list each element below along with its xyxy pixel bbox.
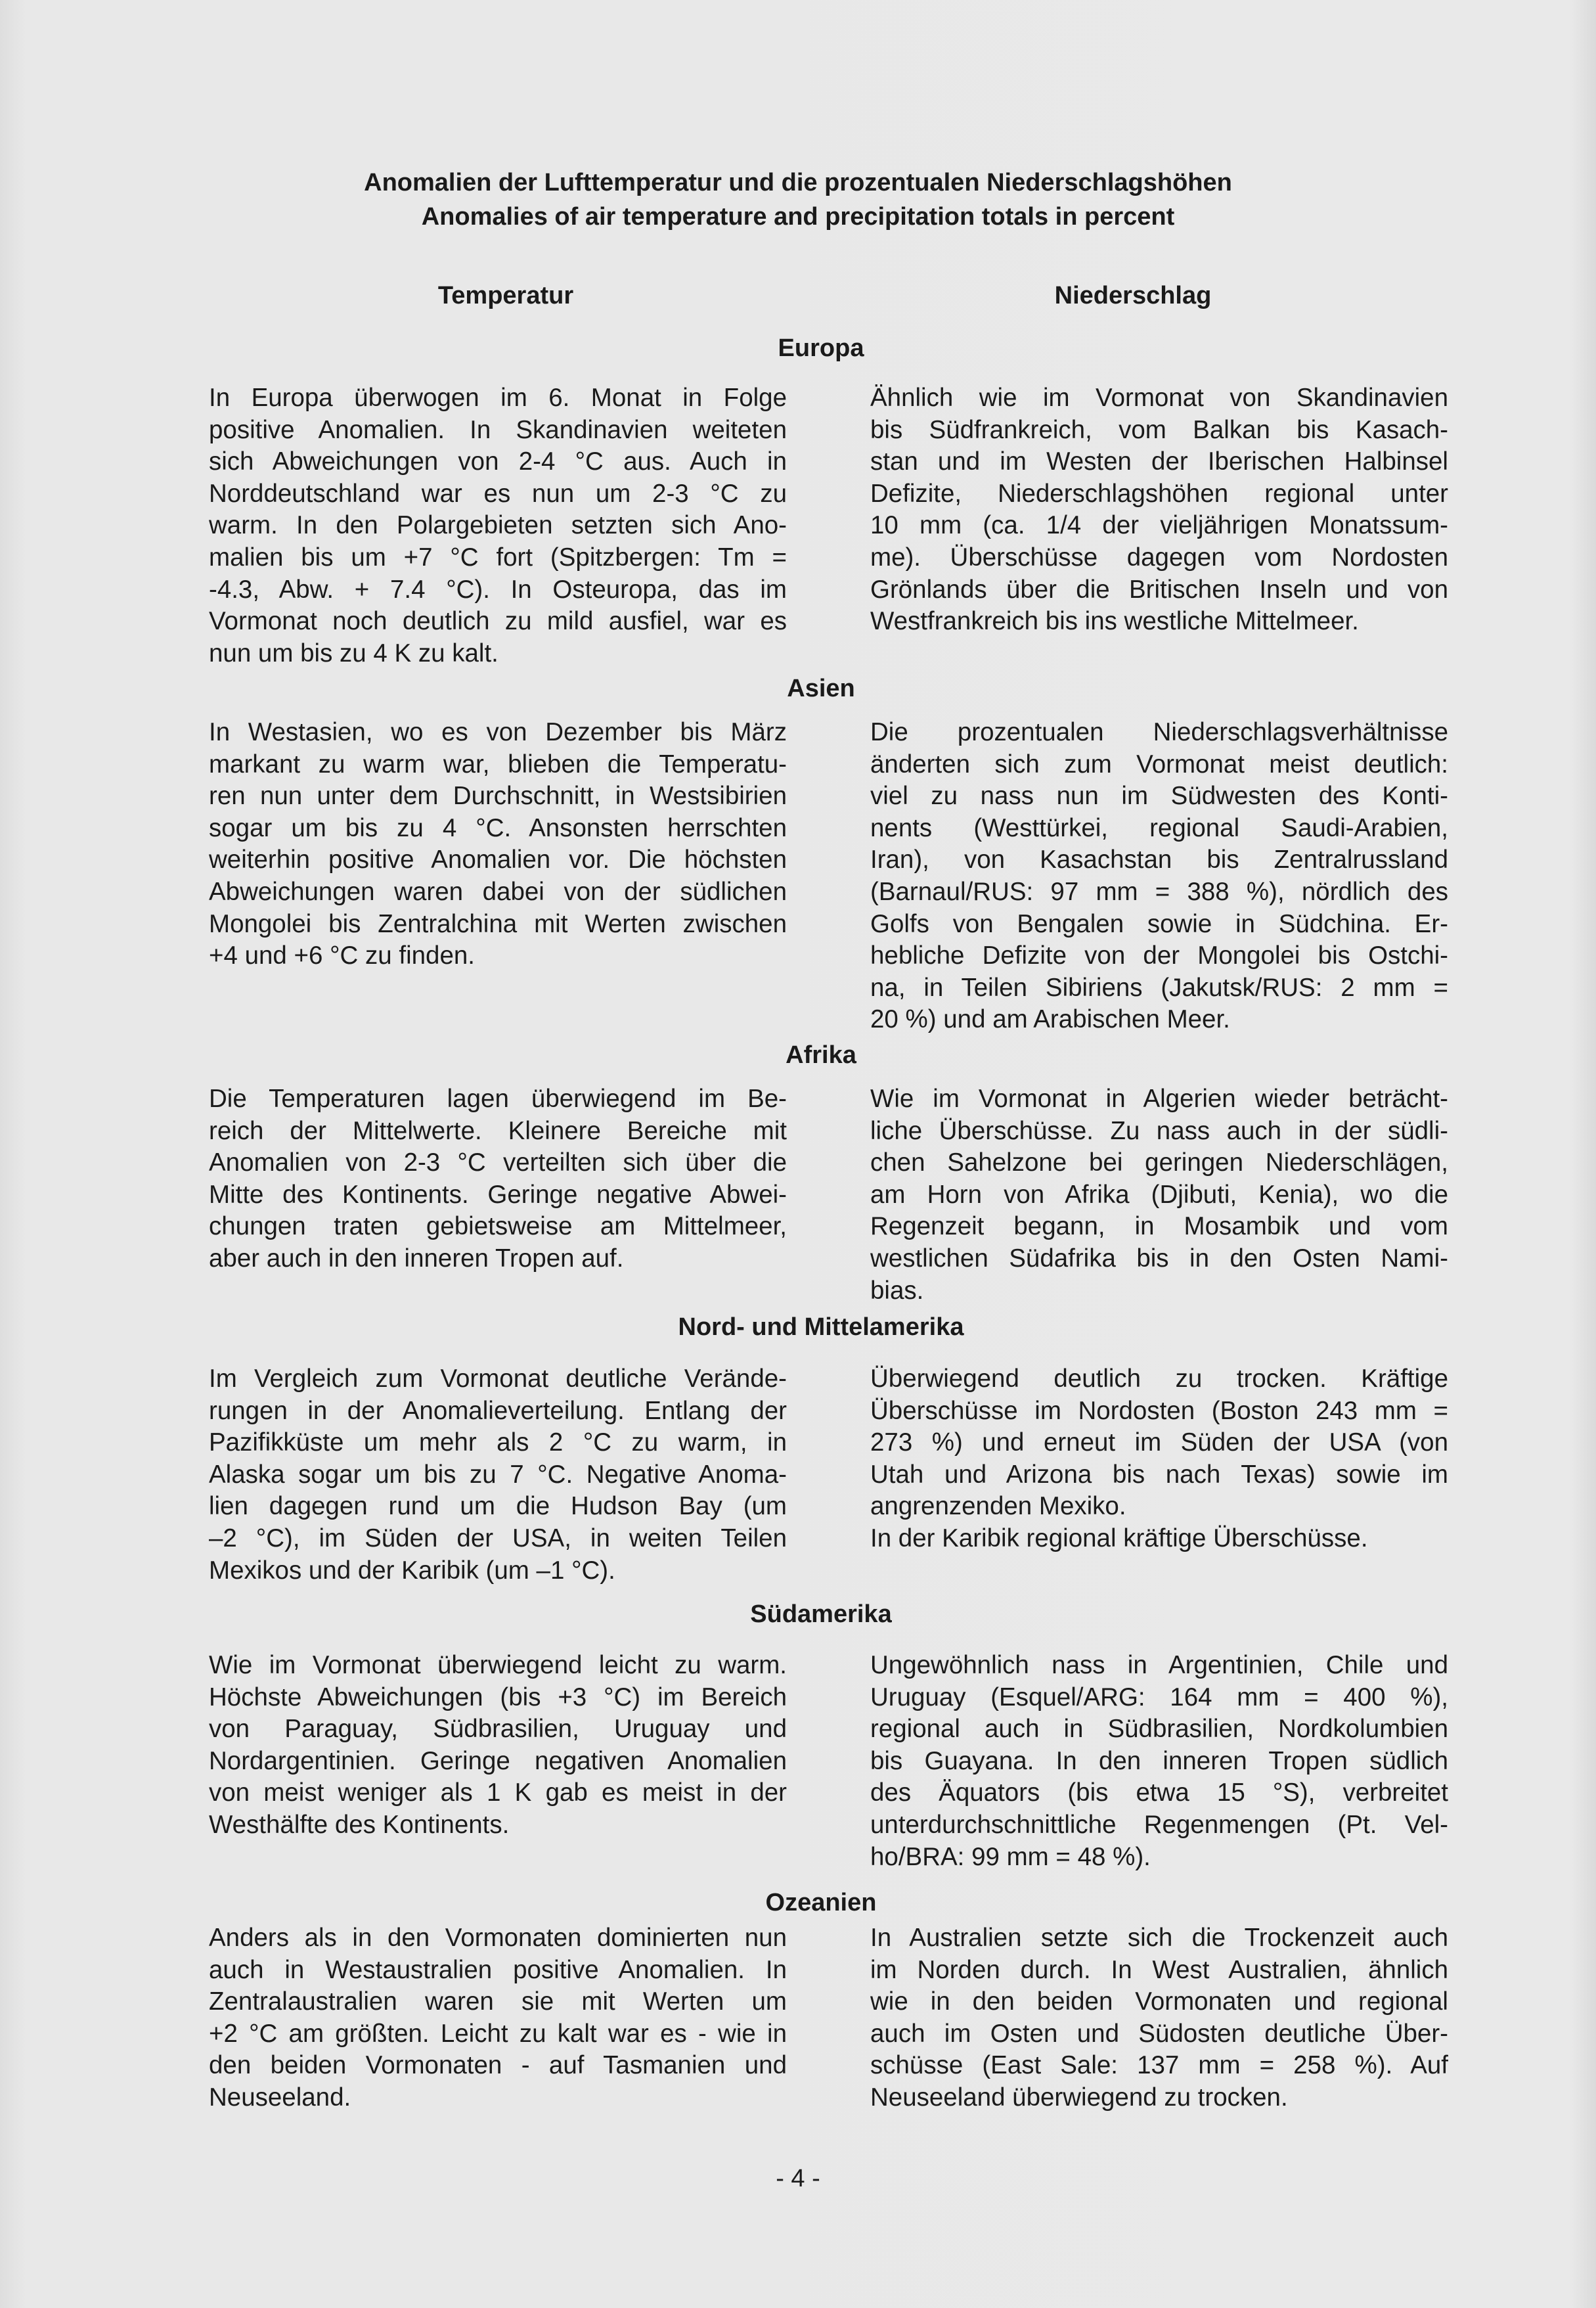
text-line: des Äquators (bis etwa 15 °S), verbreitet [870, 1778, 1448, 1807]
text-line: Pazifikküste um mehr als 2 °C zu warm, in [209, 1428, 787, 1457]
text-line: weiterhin positive Anomalien vor. Die höchsten [209, 846, 787, 874]
text-line: Abweichungen waren dabei von der südlichen [209, 877, 787, 906]
text-line: Neuseeland überwiegend zu trocken. [870, 2083, 1288, 2112]
text-line: In Europa überwogen im 6. Monat in Folge [209, 384, 787, 412]
text-line: Westhälfte des Kontinents. [209, 1810, 510, 1839]
text-line: lien dagegen rund um die Hudson Bay (um [209, 1492, 787, 1521]
text-line: (Barnaul/RUS: 97 mm = 388 %), nördlich des [870, 877, 1448, 906]
text-line: liche Überschüsse. Zu nass auch in der südli- [870, 1116, 1448, 1145]
text-line: sogar um bis zu 4 °C. Ansonsten herrschten [209, 813, 787, 842]
text-line: In Westasien, wo es von Dezember bis März [209, 718, 787, 746]
text-line: ren nun unter dem Durchschnitt, in Westsibirien [209, 782, 787, 811]
text-line: von Paraguay, Südbrasilien, Uruguay und [209, 1715, 787, 1744]
text-line: im Norden durch. In West Australien, ähnlich [870, 1955, 1448, 1984]
text-line: Regenzeit begann, in Mosambik und vom [870, 1212, 1448, 1241]
text-line: na, in Teilen Sibiriens (Jakutsk/RUS: 2 mm = [870, 973, 1448, 1002]
text-line: Anomalien von 2-3 °C verteilten sich über die [209, 1148, 787, 1177]
text-line: viel zu nass nun im Südwesten des Konti- [870, 782, 1448, 811]
text-line: aber auch in den inneren Tropen auf. [209, 1244, 624, 1273]
text-line: westlichen Südafrika bis in den Osten Nami- [870, 1244, 1448, 1273]
region-heading-afrika: Afrika [786, 1041, 856, 1069]
text-line: angrenzenden Mexiko. [870, 1492, 1126, 1521]
text-line: chen Sahelzone bei geringen Niederschlägen, [870, 1148, 1448, 1177]
text-line: Utah und Arizona bis nach Texas) sowie im [870, 1460, 1448, 1489]
text-line: Mexikos und der Karibik (um –1 °C). [209, 1556, 615, 1585]
text-line: 20 %) und am Arabischen Meer. [870, 1005, 1230, 1034]
text-line: Vormonat noch deutlich zu mild ausfiel, war es [209, 607, 787, 636]
text-line: +2 °C am größten. Leicht zu kalt war es - wie in [209, 2019, 787, 2048]
text-line: schüsse (East Sale: 137 mm = 258 %). Auf [870, 2051, 1448, 2080]
text-line: warm. In den Polargebieten setzten sich Ano- [209, 511, 787, 540]
text-line: Überwiegend deutlich zu trocken. Kräftige [870, 1365, 1448, 1393]
precipitation-text-asien [870, 717, 1448, 1036]
column-heading-precipitation: Niederschlag [1054, 282, 1212, 309]
text-line: Iran), von Kasachstan bis Zentralrussland [870, 846, 1448, 874]
text-line: Westfrankreich bis ins westliche Mittelmeer. [870, 607, 1359, 636]
text-line: reich der Mittelwerte. Kleinere Bereiche mit [209, 1116, 787, 1145]
text-line: markant zu warm war, blieben die Temperatu- [209, 750, 787, 779]
text-line: Höchste Abweichungen (bis +3 °C) im Bereich [209, 1683, 787, 1711]
text-line: Die Temperaturen lagen überwiegend im Be- [209, 1085, 787, 1113]
text-line: Grönlands über die Britischen Inseln und von [870, 575, 1448, 604]
text-line: Überschüsse im Nordosten (Boston 243 mm = [870, 1396, 1448, 1425]
title-german: Anomalien der Lufttemperatur und die prozentualen Niederschlagshöhen [364, 169, 1232, 196]
region-heading-suedamerika: Südamerika [750, 1600, 892, 1628]
temperature-text-europa [209, 382, 787, 669]
text-line: In Australien setzte sich die Trockenzeit auch [870, 1924, 1448, 1952]
text-line: Im Vergleich zum Vormonat deutliche Verände- [209, 1365, 787, 1393]
text-line: Wie im Vormonat überwiegend leicht zu warm. [209, 1651, 787, 1679]
title-english: Anomalies of air temperature and precipitation totals in percent [421, 203, 1175, 231]
text-line: Die prozentualen Niederschlagsverhältnisse [870, 718, 1448, 746]
region-heading-europa: Europa [778, 334, 864, 362]
text-line: malien bis um +7 °C fort (Spitzbergen: Tm = [209, 543, 787, 572]
precipitation-text-afrika [870, 1083, 1448, 1307]
precipitation-text-suedamerika [870, 1650, 1448, 1873]
text-line: –2 °C), im Süden der USA, in weiten Teilen [209, 1524, 787, 1552]
text-line: Neuseeland. [209, 2083, 351, 2112]
text-line: bias. [870, 1276, 924, 1305]
text-line: Uruguay (Esquel/ARG: 164 mm = 400 %), [870, 1683, 1448, 1711]
text-line: Zentralaustralien waren sie mit Werten um [209, 1987, 787, 2016]
region-heading-asien: Asien [787, 675, 855, 702]
text-line: +4 und +6 °C zu finden. [209, 941, 475, 970]
text-line: Norddeutschland war es nun um 2-3 °C zu [209, 479, 787, 508]
text-line: 10 mm (ca. 1/4 der vieljährigen Monatssum- [870, 511, 1448, 540]
text-line: hebliche Defizite von der Mongolei bis Ostchi- [870, 941, 1448, 970]
text-line: wie in den beiden Vormonaten und regional [870, 1987, 1448, 2016]
column-heading-temperature: Temperatur [437, 282, 574, 309]
text-line: ho/BRA: 99 mm = 48 %). [870, 1842, 1151, 1871]
text-line: nents (Westtürkei, regional Saudi-Arabien, [870, 813, 1448, 842]
precipitation-text-nord-und-mittelamerika [870, 1363, 1448, 1555]
region-heading-nord-und-mittelamerika: Nord- und Mittelamerika [678, 1313, 964, 1341]
precipitation-text-europa [870, 382, 1448, 638]
precipitation-text-ozeanien [870, 1922, 1448, 2114]
text-line: Mongolei bis Zentralchina mit Werten zwischen [209, 909, 787, 938]
temperature-text-asien [209, 717, 787, 972]
text-line: Ungewöhnlich nass in Argentinien, Chile und [870, 1651, 1448, 1679]
text-line: auch im Osten und Südosten deutliche Über- [870, 2019, 1448, 2048]
text-line: unterdurchschnittliche Regenmengen (Pt. Vel- [870, 1810, 1448, 1839]
temperature-text-suedamerika [209, 1650, 787, 1842]
text-line: nun um bis zu 4 K zu kalt. [209, 639, 499, 668]
text-line: bis Südfrankreich, vom Balkan bis Kasach- [870, 415, 1448, 444]
text-line: den beiden Vormonaten - auf Tasmanien und [209, 2051, 787, 2080]
text-line: Anders als in den Vormonaten dominierten nun [209, 1924, 787, 1952]
text-line: sich Abweichungen von 2-4 °C aus. Auch in [209, 447, 787, 476]
text-line: Golfs von Bengalen sowie in Südchina. Er- [870, 909, 1448, 938]
text-line: auch in Westaustralien positive Anomalien. In [209, 1955, 787, 1984]
page-title [0, 166, 1596, 234]
text-line: rungen in der Anomalieverteilung. Entlang der [209, 1396, 787, 1425]
text-line: stan und im Westen der Iberischen Halbinsel [870, 447, 1448, 476]
text-line: am Horn von Afrika (Djibuti, Kenia), wo die [870, 1180, 1448, 1209]
region-heading-ozeanien: Ozeanien [765, 1889, 877, 1916]
temperature-text-nord-und-mittelamerika [209, 1363, 787, 1587]
text-line: änderten sich zum Vormonat meist deutlich: [870, 750, 1448, 779]
temperature-text-ozeanien [209, 1922, 787, 2114]
text-line: Wie im Vormonat in Algerien wieder beträcht- [870, 1085, 1448, 1113]
text-line: Alaska sogar um bis zu 7 °C. Negative Anoma- [209, 1460, 787, 1489]
text-line: Mitte des Kontinents. Geringe negative Abwei- [209, 1180, 787, 1209]
text-line: von meist weniger als 1 K gab es meist in der [209, 1778, 787, 1807]
text-line: Nordargentinien. Geringe negativen Anomalien [209, 1746, 787, 1775]
text-line: bis Guayana. In den inneren Tropen südlich [870, 1746, 1448, 1775]
text-line: regional auch in Südbrasilien, Nordkolumbien [870, 1715, 1448, 1744]
page-number: - 4 - [776, 2165, 820, 2192]
text-line: Ähnlich wie im Vormonat von Skandinavien [870, 384, 1448, 412]
text-line: 273 %) und erneut im Süden der USA (von [870, 1428, 1448, 1457]
text-line: In der Karibik regional kräftige Überschüsse. [870, 1524, 1368, 1552]
text-line: positive Anomalien. In Skandinavien weiteten [209, 415, 787, 444]
text-line: chungen traten gebietsweise am Mittelmeer, [209, 1212, 787, 1241]
text-line: Defizite, Niederschlagshöhen regional unter [870, 479, 1448, 508]
temperature-text-afrika [209, 1083, 787, 1275]
text-line: -4.3, Abw. + 7.4 °C). In Osteuropa, das im [209, 575, 787, 604]
text-line: me). Überschüsse dagegen vom Nordosten [870, 543, 1448, 572]
